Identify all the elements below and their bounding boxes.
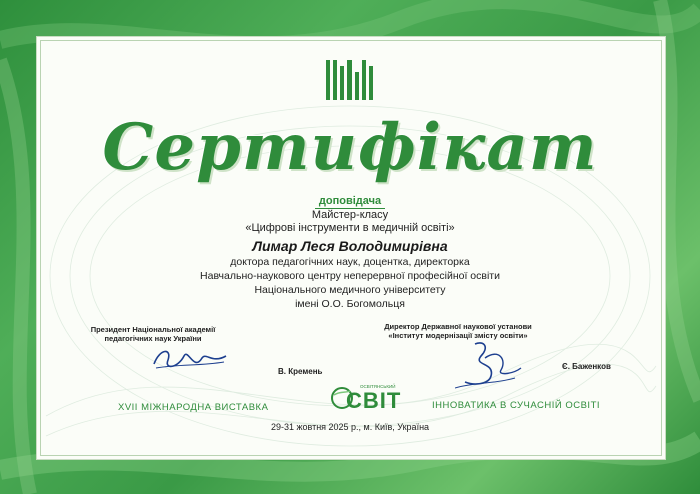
certificate-title: Сертифікат [102,110,598,185]
left-signatory-title-line2: педагогічних наук України [104,334,202,343]
innovation-caption: ІННОВАТИКА В СУЧАСНІЙ ОСВІТІ [432,400,601,411]
exhibition-logo-icon [324,58,376,102]
event-date-place: 29-31 жовтня 2025 р., м. Київ, Україна [270,422,430,432]
left-signatory-title [78,325,228,343]
left-signature-icon [150,342,230,376]
left-signatory-name: В. Кремень [278,367,323,376]
recipient-organization-line3: імені О.О. Богомольця [295,298,405,310]
left-signatory-title-line1: Президент Національної академії [90,325,216,334]
right-signatory-title-line2: «Інститут модернізації змісту освіти» [388,331,528,340]
recipient-name: Лимар Леся Володимирівна [252,238,448,254]
right-signatory-name: Є. Баженков [562,362,611,371]
exhibition-caption: XVII МІЖНАРОДНА ВИСТАВКА [118,402,269,413]
recipient-degree: доктора педагогічних наук, доцентка, директорка [230,256,470,268]
recipient-role: доповідача [0,195,700,209]
svit-logo-subtitle: ОСВІТЯНСЬКИЙ [360,384,396,389]
masterclass-topic: «Цифрові інструменти в медичній освіті» [245,222,455,234]
svit-logo-word: СВІТ [346,388,402,413]
right-signatory-title-line1: Директор Державної наукової установи [384,322,532,331]
recipient-organization-line2: Національного медичного університету [254,284,446,296]
right-signature-icon [455,338,525,392]
recipient-organization-line1: Навчально-наукового центру неперервної професійної освіти [200,270,500,282]
masterclass-label: Майстер-класу [311,209,389,221]
